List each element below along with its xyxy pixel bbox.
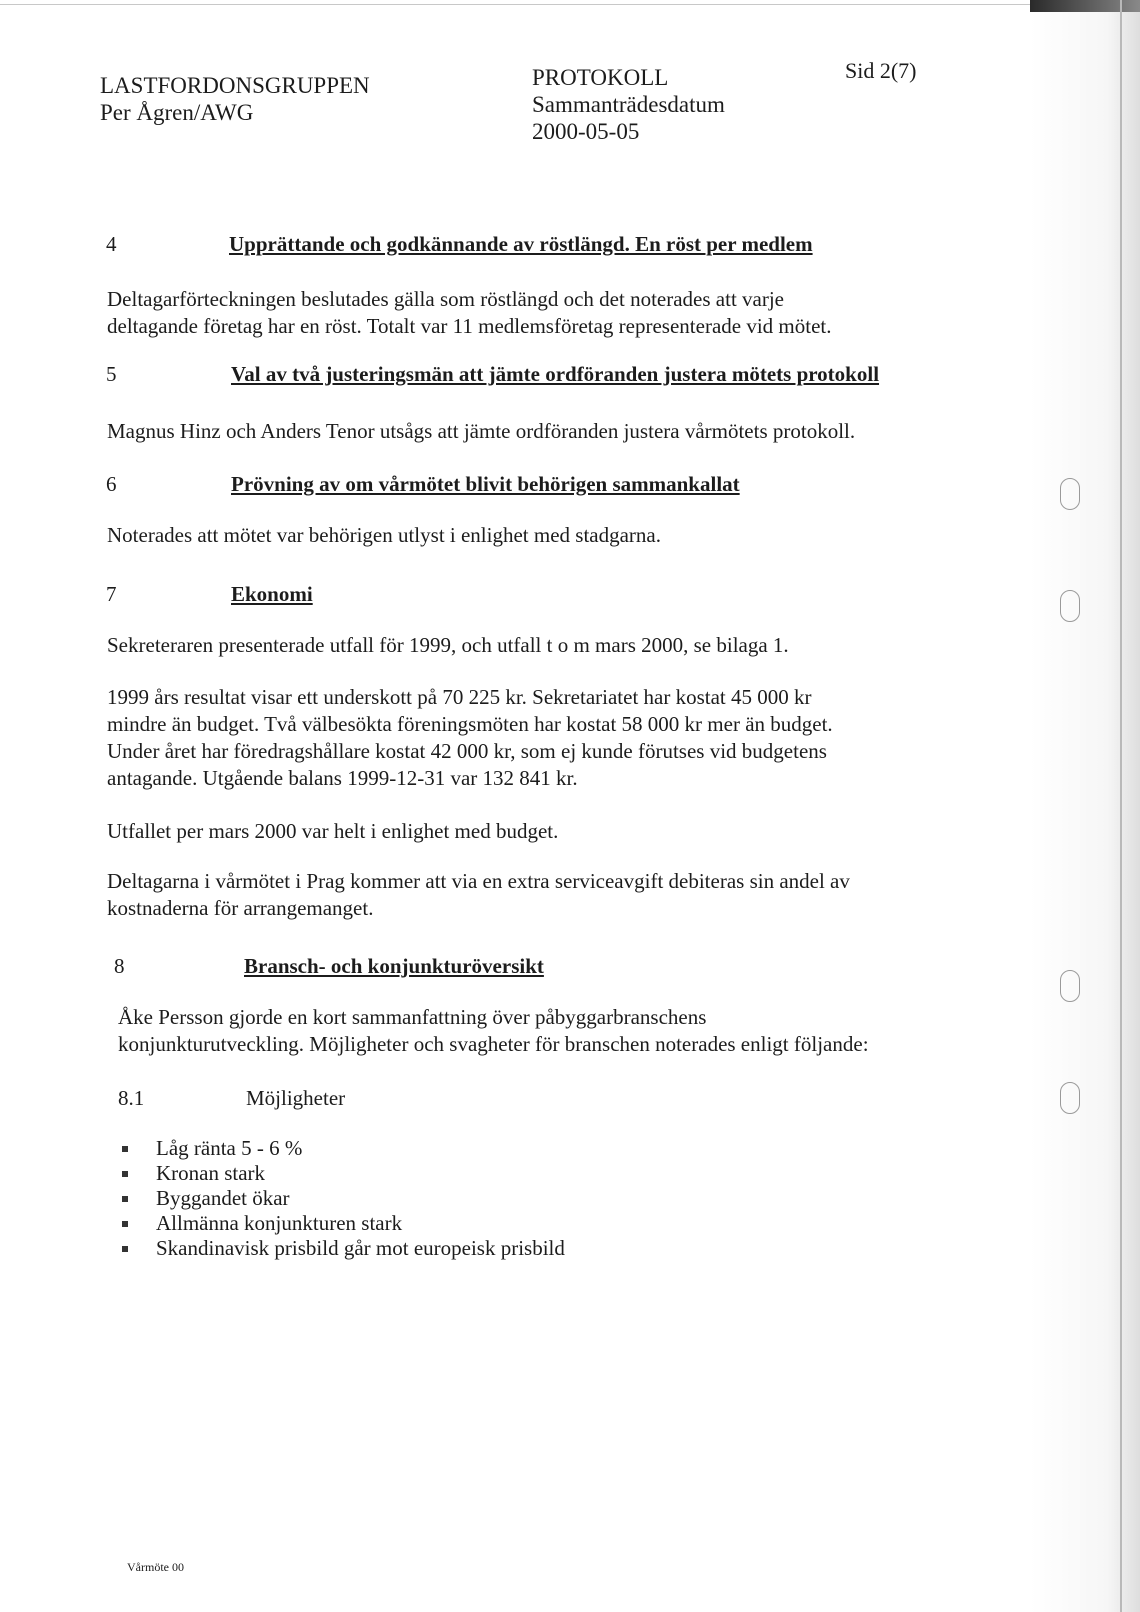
text-line: Under året har föredragshållare kostat 42 000 kr, som ej kunde förutses vid budgetens xyxy=(107,739,827,763)
text-line: Deltagarna i vårmötet i Prag kommer att via en extra serviceavgift debiteras sin andel av xyxy=(107,869,850,893)
list-item-text: Byggandet ökar xyxy=(156,1186,290,1210)
section-number: 4 xyxy=(106,232,117,256)
list-item xyxy=(118,1211,565,1236)
text-line: Sekreteraren presenterade utfall för 1999, och utfall t o m mars 2000, se bilaga 1. xyxy=(107,633,789,657)
meeting-date: 2000-05-05 xyxy=(532,119,640,144)
footer-label: Vårmöte 00 xyxy=(127,1560,184,1574)
bullet-icon xyxy=(122,1171,128,1177)
list-item-text: Låg ränta 5 - 6 % xyxy=(156,1136,303,1160)
section-heading: Prövning av om vårmötet blivit behörigen sammankallat xyxy=(231,472,740,496)
section-8-paragraph xyxy=(118,1004,1018,1058)
section-heading: Upprättande och godkännande av röstlängd. En röst per medlem xyxy=(229,232,813,256)
section-number: 6 xyxy=(106,472,117,496)
section-4-paragraph xyxy=(107,286,1007,340)
section-number: 7 xyxy=(106,582,117,606)
section-number: 8.1 xyxy=(118,1086,145,1110)
section-number: 8 xyxy=(114,954,125,978)
page-number: Sid 2(7) xyxy=(845,58,917,83)
bullet-icon xyxy=(122,1221,128,1227)
bullet-icon xyxy=(122,1196,128,1202)
date-label: Sammanträdesdatum xyxy=(532,92,725,117)
bullet-icon xyxy=(122,1246,128,1252)
section-7-paragraph-1 xyxy=(107,632,1007,659)
list-item xyxy=(118,1161,565,1186)
text-line: kostnaderna för arrangemanget. xyxy=(107,896,374,920)
doc-type: PROTOKOLL xyxy=(532,65,669,90)
section-heading: Bransch- och konjunkturöversikt xyxy=(244,954,544,978)
text-line: deltagande företag har en röst. Totalt var 11 medlemsföretag representerade vid mötet. xyxy=(107,314,832,338)
scan-page-edge-line xyxy=(1120,0,1122,1612)
list-item-text: Kronan stark xyxy=(156,1161,266,1185)
text-line: Magnus Hinz och Anders Tenor utsågs att jämte ordföranden justera vårmötets protokoll. xyxy=(107,419,856,443)
section-heading: Ekonomi xyxy=(231,582,313,606)
punch-hole xyxy=(1060,1082,1080,1114)
opportunities-list xyxy=(118,1136,565,1261)
list-item xyxy=(118,1186,565,1211)
text-line: Noterades att mötet var behörigen utlyst i enlighet med stadgarna. xyxy=(107,523,661,547)
text-line: Utfallet per mars 2000 var helt i enlighet med budget. xyxy=(107,819,559,843)
bullet-icon xyxy=(122,1146,128,1152)
section-6-paragraph xyxy=(107,522,1007,549)
punch-hole xyxy=(1060,590,1080,622)
header-middle xyxy=(532,64,725,145)
list-item-text: Skandinavisk prisbild går mot europeisk prisbild xyxy=(156,1236,565,1260)
scan-top-edge xyxy=(0,4,1140,5)
text-line: 1999 års resultat visar ett underskott på 70 225 kr. Sekretariatet har kostat 45 000 kr xyxy=(107,685,812,709)
text-line: mindre än budget. Två välbesökta föreningsmöten har kostat 58 000 kr mer än budget. xyxy=(107,712,833,736)
scan-right-edge xyxy=(1030,0,1140,1612)
punch-hole xyxy=(1060,478,1080,510)
author: Per Ågren/AWG xyxy=(100,100,254,125)
punch-hole xyxy=(1060,970,1080,1002)
section-heading: Val av två justeringsmän att jämte ordföranden justera mötets protokoll xyxy=(231,362,880,386)
section-5-paragraph xyxy=(107,418,1007,445)
section-heading: Möjligheter xyxy=(246,1086,346,1110)
list-item xyxy=(118,1236,565,1261)
list-item-text: Allmänna konjunkturen stark xyxy=(156,1211,403,1235)
text-line: konjunkturutveckling. Möjligheter och svagheter för branschen noterades enligt följande: xyxy=(118,1032,869,1056)
list-item xyxy=(118,1136,565,1161)
section-7-paragraph-4 xyxy=(107,868,1007,922)
section-7-paragraph-2 xyxy=(107,684,1007,792)
section-7-paragraph-3 xyxy=(107,818,1007,845)
header-left xyxy=(100,72,370,126)
org-name: LASTFORDONSGRUPPEN xyxy=(100,73,370,98)
text-line: antagande. Utgående balans 1999-12-31 var 132 841 kr. xyxy=(107,766,578,790)
text-line: Åke Persson gjorde en kort sammanfattning över påbyggarbranschens xyxy=(118,1005,707,1029)
text-line: Deltagarförteckningen beslutades gälla som röstlängd och det noterades att varje xyxy=(107,287,785,311)
section-number: 5 xyxy=(106,362,117,386)
